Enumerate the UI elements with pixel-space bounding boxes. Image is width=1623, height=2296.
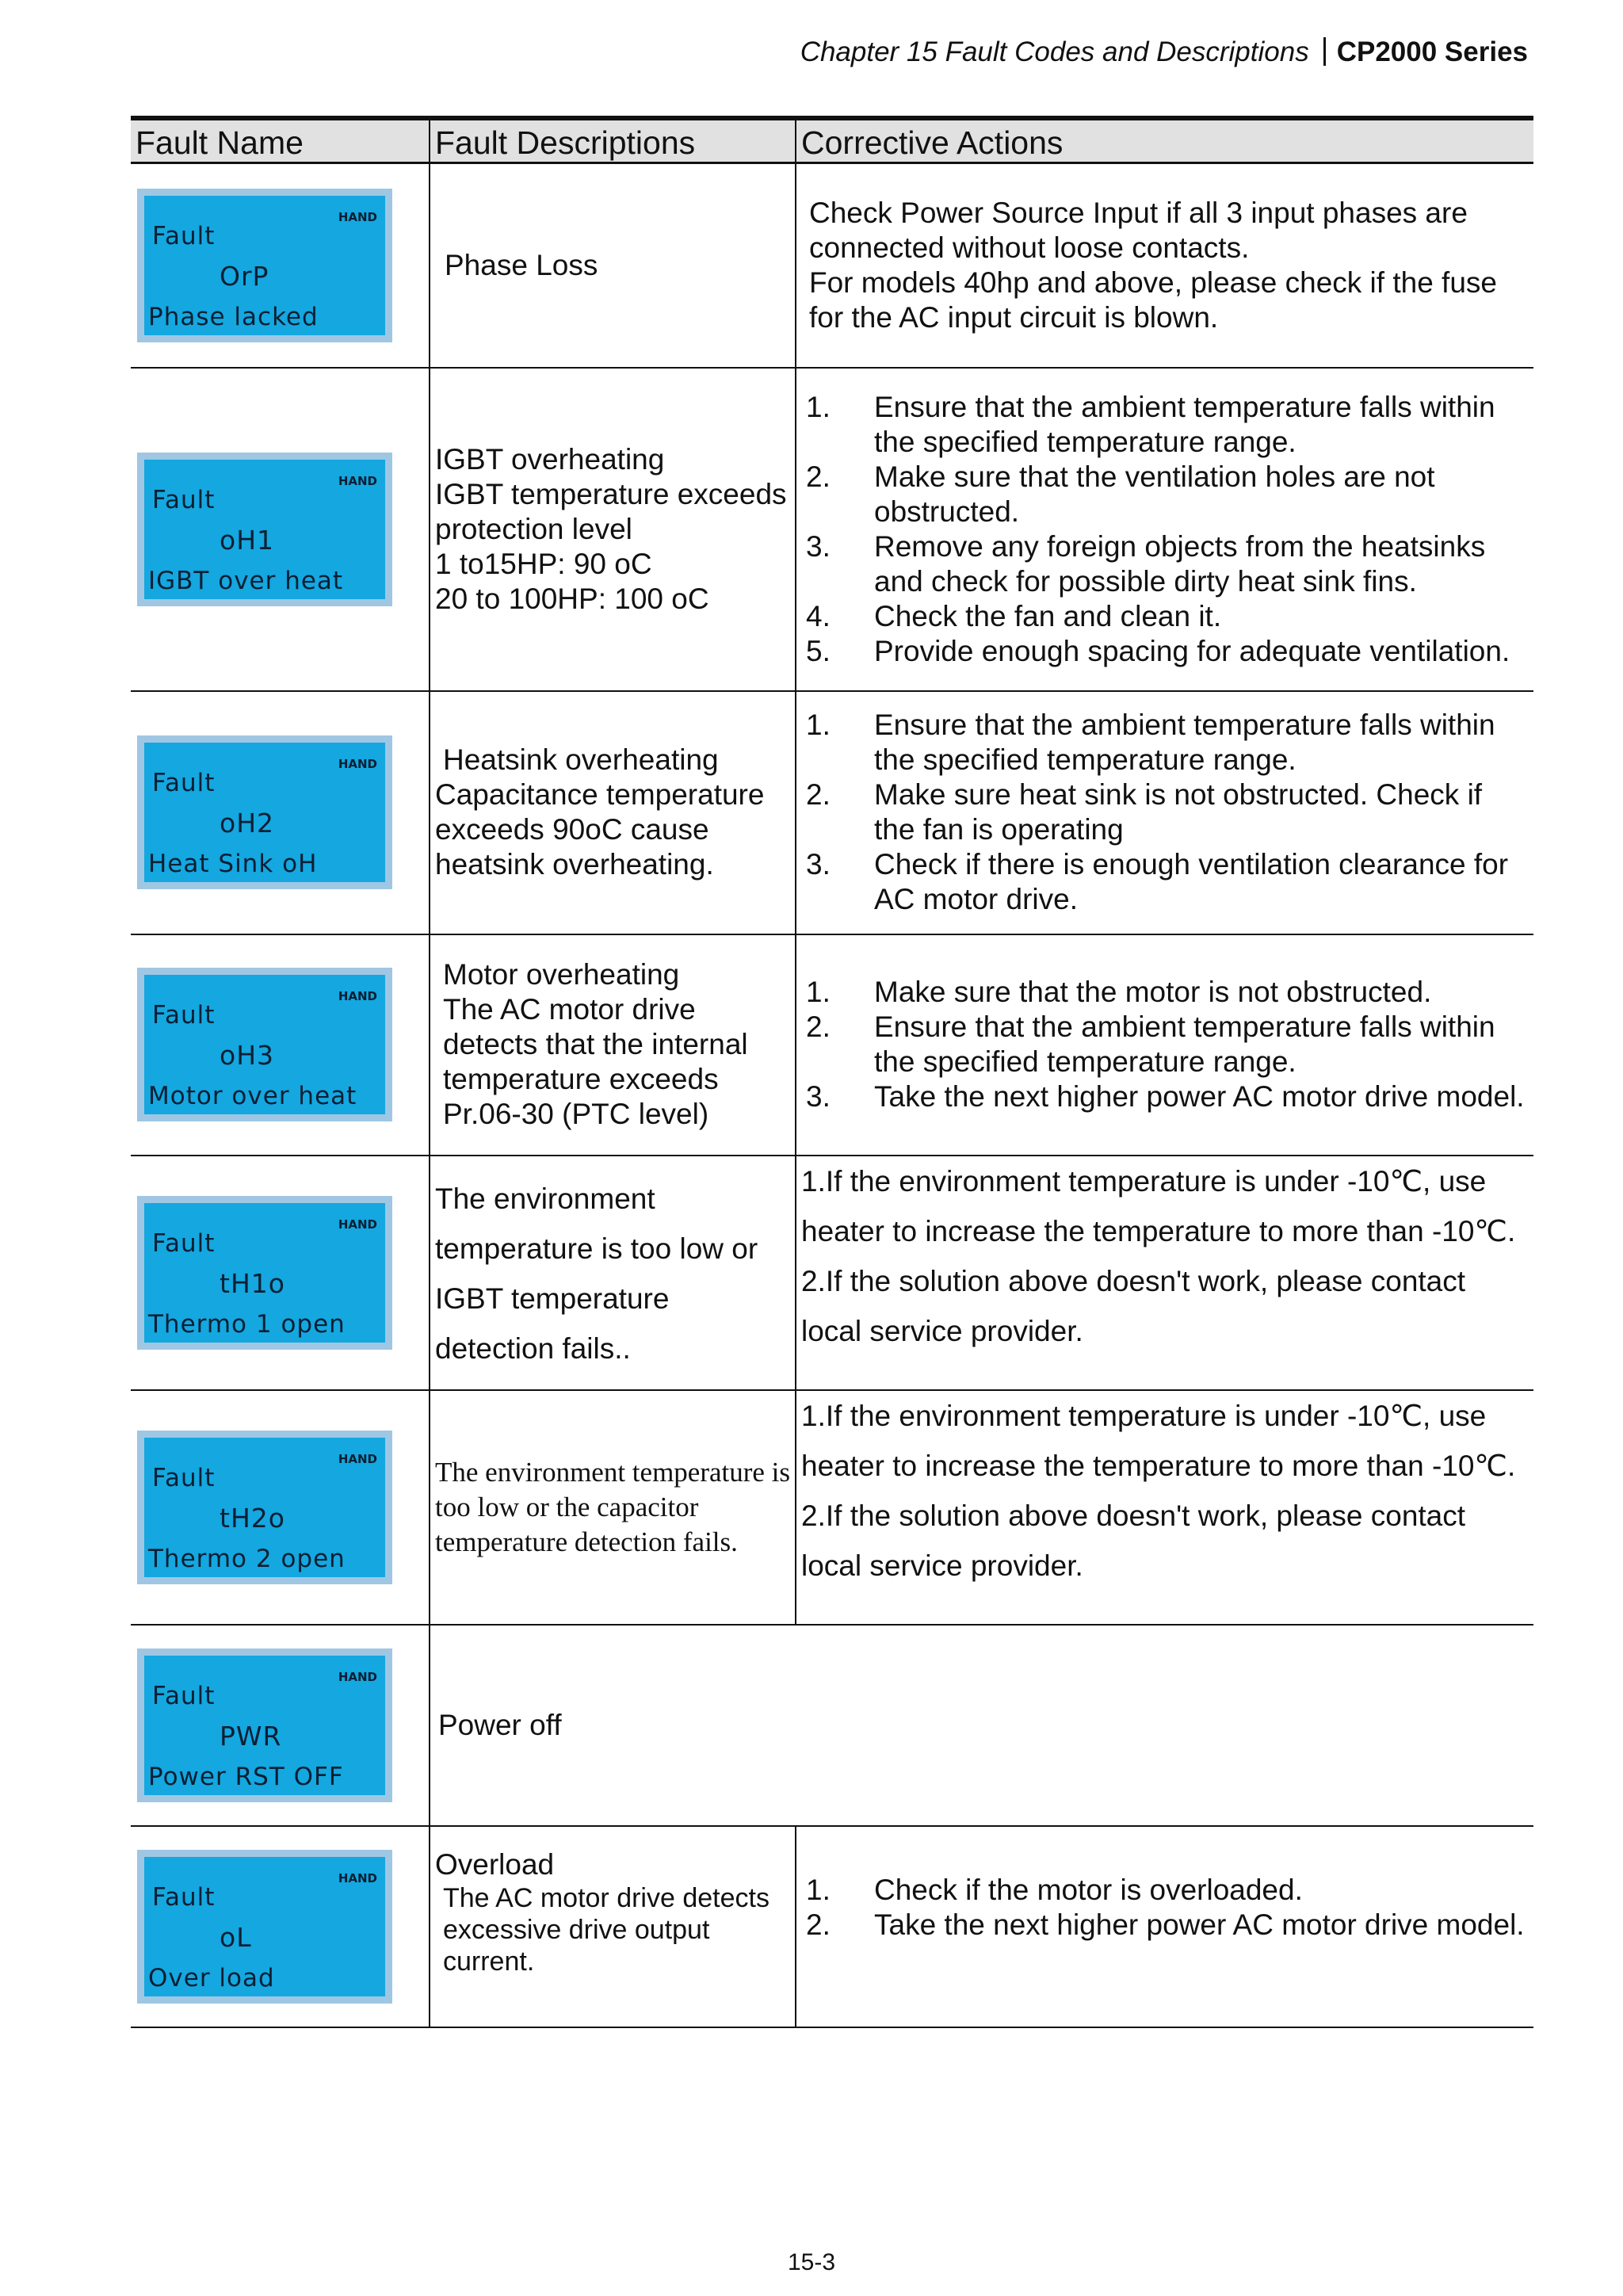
fault-row-oh2 [131,691,1533,934]
fault-row-orp [131,163,1533,368]
fault-message: Phase lacked [148,302,319,331]
hand-indicator: HAND [338,989,377,1003]
fault-message: Power RST OFF [148,1762,344,1791]
fault-description-cell [430,1156,796,1390]
action-list [801,708,1529,917]
fault-row-oh1 [131,368,1533,691]
action-item: 5. Provide enough spacing for adequate ventilation. [806,634,1510,667]
description-line: 1 to15HP: 90 oC [435,547,652,580]
fault-code: tH1o [220,1267,285,1299]
fault-name-cell [131,1826,430,2027]
action-list [801,390,1529,669]
keypad-display [137,1196,392,1350]
corrective-actions-cell [796,368,1533,691]
action-item: 3. Remove any foreign objects from the heatsinks and check for possible dirty heat sink fins. [806,529,1486,598]
header-divider [1323,37,1326,66]
fault-name-cell [131,1156,430,1390]
description-line: 20 to 100HP: 100 oC [435,582,709,615]
description-line: The environment temperature is too low or IGBT temperature detection fails.. [435,1182,758,1365]
hand-indicator: HAND [338,1451,377,1466]
description-line: IGBT temperature exceeds protection level [435,477,787,545]
fault-description-cell [430,1390,796,1625]
corrective-actions-cell [796,1156,1533,1390]
description-line: Motor overheating [443,958,680,991]
action-text: For models 40hp and above, please check if the fuse for the AC input circuit is blown. [809,266,1497,334]
fault-label: Fault [152,1463,216,1492]
series-name: CP2000 Series [1336,36,1528,67]
action-text: 2.If the solution above doesn't work, please contact local service provider. [801,1499,1466,1582]
fault-label: Fault [152,1001,216,1030]
action-item: 1. Make sure that the motor is not obstructed. [806,976,1432,1008]
keypad-display [137,189,392,342]
fault-code: PWR [220,1720,282,1752]
fault-code: oH3 [220,1040,274,1071]
keypad-display [137,968,392,1121]
column-header-fault-descriptions: Fault Descriptions [430,118,796,163]
hand-indicator: HAND [338,473,377,488]
fault-description-cell [430,691,796,934]
running-header [800,36,1528,68]
fault-label: Fault [152,485,216,514]
hand-indicator: HAND [338,209,377,224]
keypad-display [137,1431,392,1584]
fault-code: tH2o [220,1502,285,1534]
action-item: 2. Take the next higher power AC motor drive model. [806,1908,1525,1941]
fault-message: Over load [148,1963,275,1992]
keypad-display [137,1850,392,2004]
fault-row-th2o [131,1390,1533,1625]
action-item: 3. Check if there is enough ventilation clearance for AC motor drive. [806,848,1509,915]
fault-name-cell [131,934,430,1156]
fault-table [131,116,1533,2028]
keypad-display [137,735,392,889]
action-text: 1.If the environment temperature is under -10℃, use heater to increase the temperature to more than -10℃. [801,1164,1516,1247]
fault-label: Fault [152,221,216,250]
corrective-actions-cell [796,691,1533,934]
table-header-row [131,118,1533,163]
hand-indicator: HAND [338,1669,377,1684]
fault-row-ol [131,1826,1533,2027]
corrective-actions-cell [796,163,1533,368]
fault-code: oH1 [220,524,274,556]
keypad-display [137,1648,392,1802]
page-number: 15-3 [787,2249,836,2275]
fault-description-cell [430,1826,796,2027]
fault-name-cell [131,368,430,691]
fault-label: Fault [152,1882,216,1912]
fault-message: Heat Sink oH [148,850,318,878]
action-item: 3. Take the next higher power AC motor drive model. [806,1080,1525,1113]
keypad-display [137,453,392,606]
description-line: The environment temperature is too low or the capacitor temperature detection fails. [435,1456,791,1557]
action-text: Check Power Source Input if all 3 input phases are connected without loose contacts. [809,196,1468,264]
fault-description-cell [430,934,796,1156]
fault-row-oh3 [131,934,1533,1156]
action-item: 2. Make sure that the ventilation holes are not obstructed. [806,460,1435,528]
fault-row-th1o [131,1156,1533,1390]
fault-name-cell [131,691,430,934]
chapter-title: Chapter 15 Fault Codes and Descriptions [800,36,1309,67]
fault-message: IGBT over heat [148,566,344,595]
action-item: 2. Make sure heat sink is not obstructed. Check if the fan is operating [806,778,1483,846]
fault-name-cell [131,1625,430,1826]
action-item: 2. Ensure that the ambient temperature falls within the specified temperature range. [806,1010,1495,1078]
description-line: Overload [435,1847,555,1881]
column-header-fault-name: Fault Name [131,118,430,163]
hand-indicator: HAND [338,1217,377,1232]
corrective-actions-cell [796,1826,1533,2027]
action-item: 4. Check the fan and clean it. [806,599,1222,632]
action-item: 1. Check if the motor is overloaded. [806,1873,1303,1906]
description-line: The AC motor drive detects excessive drive output current. [443,1882,769,1977]
fault-message: Thermo 2 open [148,1544,346,1573]
description-line: Power off [438,1708,562,1741]
fault-message: Motor over heat [148,1082,357,1110]
action-text: 1.If the environment temperature is under -10℃, use heater to increase the temperature to more than -10℃. [801,1399,1516,1482]
action-item: 1. Ensure that the ambient temperature falls within the specified temperature range. [806,709,1495,776]
fault-row-pwr [131,1625,1533,1826]
fault-message: Thermo 1 open [148,1309,346,1339]
description-line: Capacitance temperature exceeds 90oC cause heatsink overheating. [435,778,765,881]
description-line: Phase Loss [445,248,598,281]
fault-name-cell [131,163,430,368]
fault-label: Fault [152,1681,216,1710]
hand-indicator: HAND [338,757,377,771]
fault-description-cell [430,368,796,691]
fault-description-cell [430,1625,1533,1826]
action-item: 1. Ensure that the ambient temperature falls within the specified temperature range. [806,390,1495,458]
corrective-actions-cell [796,934,1533,1156]
fault-code: OrP [220,260,269,292]
fault-code: oH2 [220,808,274,839]
fault-description-cell [430,163,796,368]
action-list [801,975,1529,1114]
fault-label: Fault [152,1228,216,1258]
description-line: Heatsink overheating [443,743,719,776]
column-header-corrective-actions: Corrective Actions [796,118,1533,163]
hand-indicator: HAND [338,1870,377,1885]
action-text: 2.If the solution above doesn't work, please contact local service provider. [801,1264,1466,1347]
fault-label: Fault [152,769,216,797]
action-list [801,1873,1529,1943]
fault-code: oL [220,1921,252,1953]
fault-name-cell [131,1390,430,1625]
corrective-actions-cell [796,1390,1533,1625]
description-line: The AC motor drive detects that the internal temperature exceeds Pr.06-30 (PTC level) [443,993,748,1130]
description-line: IGBT overheating [435,442,665,476]
